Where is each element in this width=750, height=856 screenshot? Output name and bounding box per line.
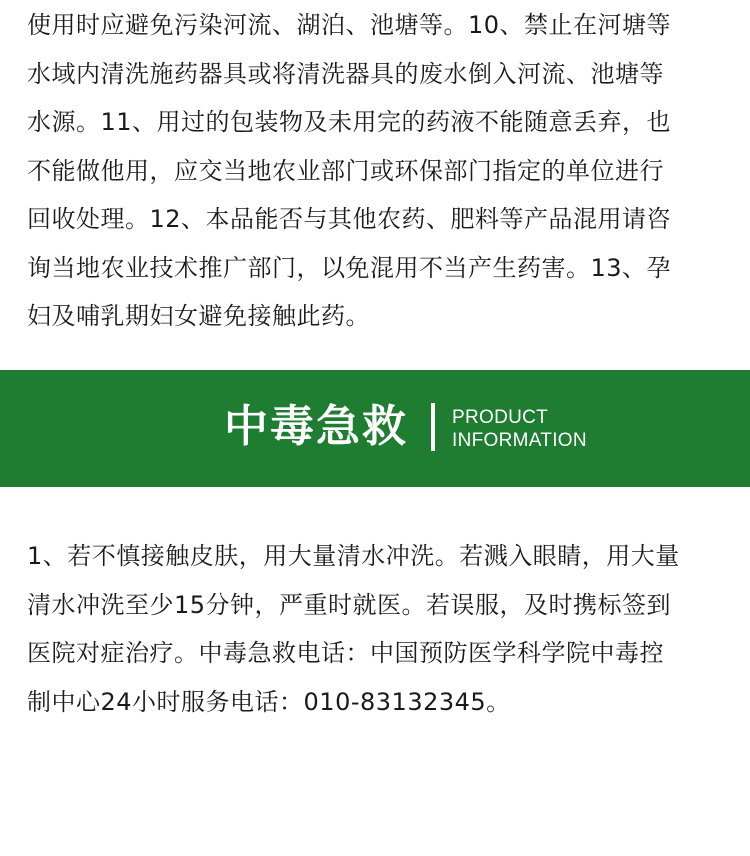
section-subtitle-line1: PRODUCT <box>452 407 549 428</box>
first-aid-text: 1、若不慎接触皮肤，用大量清水冲洗。若溅入眼睛，用大量 清水冲洗至少15分钟，严重时就医。若误服，及时携标签到 医院对症治疗。中毒急救电话：中国预防医学科学院中毒控 制中心24小时服务电话：010-83132345。 <box>27 542 680 716</box>
section-subtitle <box>452 406 587 452</box>
banner-divider <box>431 403 435 451</box>
section-banner <box>0 370 750 487</box>
section-subtitle-line2: INFORMATION <box>452 430 587 451</box>
safety-precautions-text: 使用时应避免污染河流、湖泊、池塘等。10、禁止在河塘等 水域内清洗施药器具或将清洗器具的废水倒入河流、池塘等 水源。11、用过的包装物及未用完的药液不能随意丢弃，也 不能做他用，应交当地农业部门或环保部门指定的单位进行 回收处理。12、本品能否与其他农药、肥料等产品混用请咨 询当地农业技术推广部门，以免混用不当产生药害。13、孕 妇及哺乳期妇女避免接触此药。 <box>27 11 672 330</box>
section-title: 中毒急救 <box>224 401 408 452</box>
